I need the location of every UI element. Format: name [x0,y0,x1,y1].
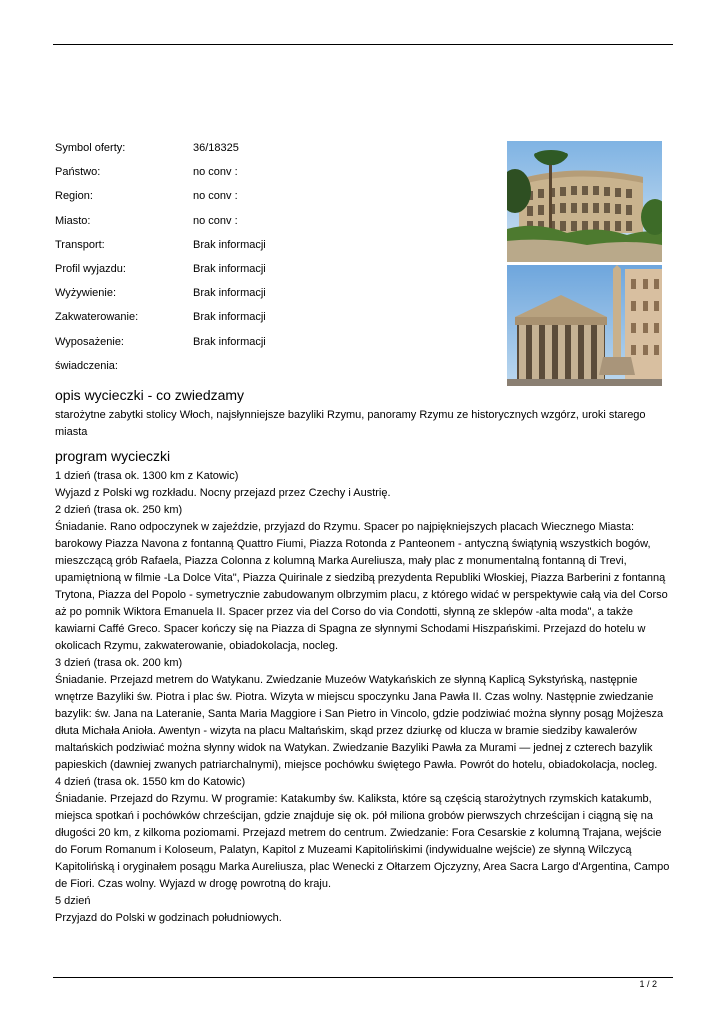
spec-label: Transport: [55,238,105,251]
day-text: Śniadanie. Przejazd metrem do Watykanu. Zwiedzanie Muzeów Watykańskich ze słynną Kaplicą Sykstyńską, następnie wnętrze Bazyliki św. Piotra i plac św. Piotra. Wizyta w miejscu spoczynku Jana Pawła II. Czas wolny. Następnie zwiedzanie bazylik: św. Jana na Lateranie, Santa Maria Maggiore i San Pietro in Vincolo, gdzie podziwiać można słynny posąg Mojżesza dłuta Michała Anioła. Awentyn - wizyta na placu Maltańskim, skąd przez dziurkę od klucza w bramie siedziby kawalerów maltańskich podziwiać można słynny widok na Watykan. Zwiedzanie Bazyliki Pawła za Murami — jednej z czterech bazylik papieskich (dawniej zwanych patriarchalnymi), miejsce pochówku świętego Pawła. Powrót do hotelu, obiadokolacja, nocleg. [55,674,664,771]
spec-value: Brak informacji [193,262,266,275]
day-title: 5 dzień [55,895,91,907]
day-text: Przyjazd do Polski w godzinach południowych. [55,912,282,924]
day-title: 4 dzień (trasa ok. 1550 km do Katowic) [55,776,246,788]
spec-value: Brak informacji [193,335,266,348]
spec-label: świadczenia: [55,359,118,372]
spec-value: Brak informacji [193,287,266,300]
spec-row-accommodation [55,311,475,335]
spec-label: Miasto: [55,214,91,227]
spec-label: Państwo: [55,166,101,179]
spec-value: no conv : [193,166,238,179]
spec-row-region [55,190,475,214]
colosseum-photo [507,141,662,262]
day-title: 3 dzień (trasa ok. 200 km) [55,657,183,669]
day-title: 2 dzień (trasa ok. 250 km) [55,504,183,516]
spec-value: 36/18325 [193,142,239,154]
spec-row-meals [55,287,475,311]
day-title: 1 dzień (trasa ok. 1300 km z Katowic) [55,470,239,482]
spec-value: Brak informacji [193,238,266,251]
spec-row-equipment [55,336,475,360]
day-text: Wyjazd z Polski wg rozkładu. Nocny przejazd przez Czechy i Austrię. [55,487,391,499]
day-text: Śniadanie. Przejazd do Rzymu. W programie: Katakumby św. Kaliksta, które są częścią starożytnych rzymskich katakumb, miejsca spotkań i pochówków chrześcijan, gdzie znajduje się ok. pół miliona grobów pierwszych chrześcijan i ciągną się na długości 20 km, z kilkoma poziomami. Przejazd metrem do centrum. Zwiedzanie: Fora Cesarskie z kolumną Trajana, wejście do Forum Romanum i Koloseum, Palatyn, Kapitol z Muzeami Kapitolińskimi (indywidualne wejście) ze słynną Wilczycą Kapitolińską i oryginałem posągu Marka Aureliusza, plac Wenecki z Ołtarzem Ojczyzny, Area Sacra Largo d'Argentina, Campo de Fiori. Czas wolny. Wyjazd w drogę powrotną do kraju. [55,793,670,890]
spec-row-profile [55,263,475,287]
opis-text: starożytne zabytki stolicy Włoch, najsłynniejsze bazyliki Rzymu, panoramy Rzymu ze historycznych wzgórz, uroki starego miasta [55,409,646,438]
top-rule [53,44,673,45]
section-heading-opis: opis wycieczki - co zwiedzamy [55,387,245,403]
spec-row-city [55,215,475,239]
bottom-rule [53,977,673,978]
spec-row-services [55,360,475,384]
spec-row-transport [55,239,475,263]
section-heading-program: program wycieczki [55,448,171,464]
spec-label: Wyposażenie: [55,335,124,348]
spec-label: Zakwaterowanie: [55,311,139,324]
spec-value: no conv : [193,190,238,203]
day-text: Śniadanie. Rano odpoczynek w zajeździe, przyjazd do Rzymu. Spacer po najpiękniejszych placach Wiecznego Miasta: barokowy Piazza Navona z fontanną Quattro Fiumi, Piazza Rotonda z Panteonem - antyczną świątynią wszystkich bogów, mieszczącą grób Rafaela, Piazza Colonna z kolumną Marka Aureliusza, mały plac z monumentalną fontanną di Trevi, upamiętnioną w filmie -La Dolce Vita", Piazza Quirinale z siedzibą prezydenta Republiki Włoskiej, Piazza Barberini z fontanną Trytona, Piazza del Popolo - symetrycznie zabudowanym olbrzymim placu, z którego widać w perspektywie całą via del Corso aż po pomnik Wiktora Emanuela II. Spacer przez via del Corso do via Condotti, słynną ze sklepów -alta moda", a także kawiarni Caffé Greco. Spacer kończy się na Piazza di Spagna ze słynnymi Schodami Hiszpańskimi. Przejazd do hotelu w okolicach Rzymu, zakwaterowanie, obiadokolacja, nocleg. [55,521,668,652]
main-content [55,386,675,927]
spec-value: Brak informacji [193,311,266,324]
spec-label: Symbol oferty: [55,142,126,154]
spec-row-symbol [55,142,475,166]
spec-label: Region: [55,190,93,203]
offer-specs [55,142,475,384]
spec-label: Profil wyjazdu: [55,262,126,275]
pantheon-photo [507,265,662,386]
page-number: 1 / 2 [639,979,657,989]
spec-label: Wyżywienie: [55,287,117,300]
spec-value: no conv : [193,214,238,227]
spec-row-country [55,166,475,190]
